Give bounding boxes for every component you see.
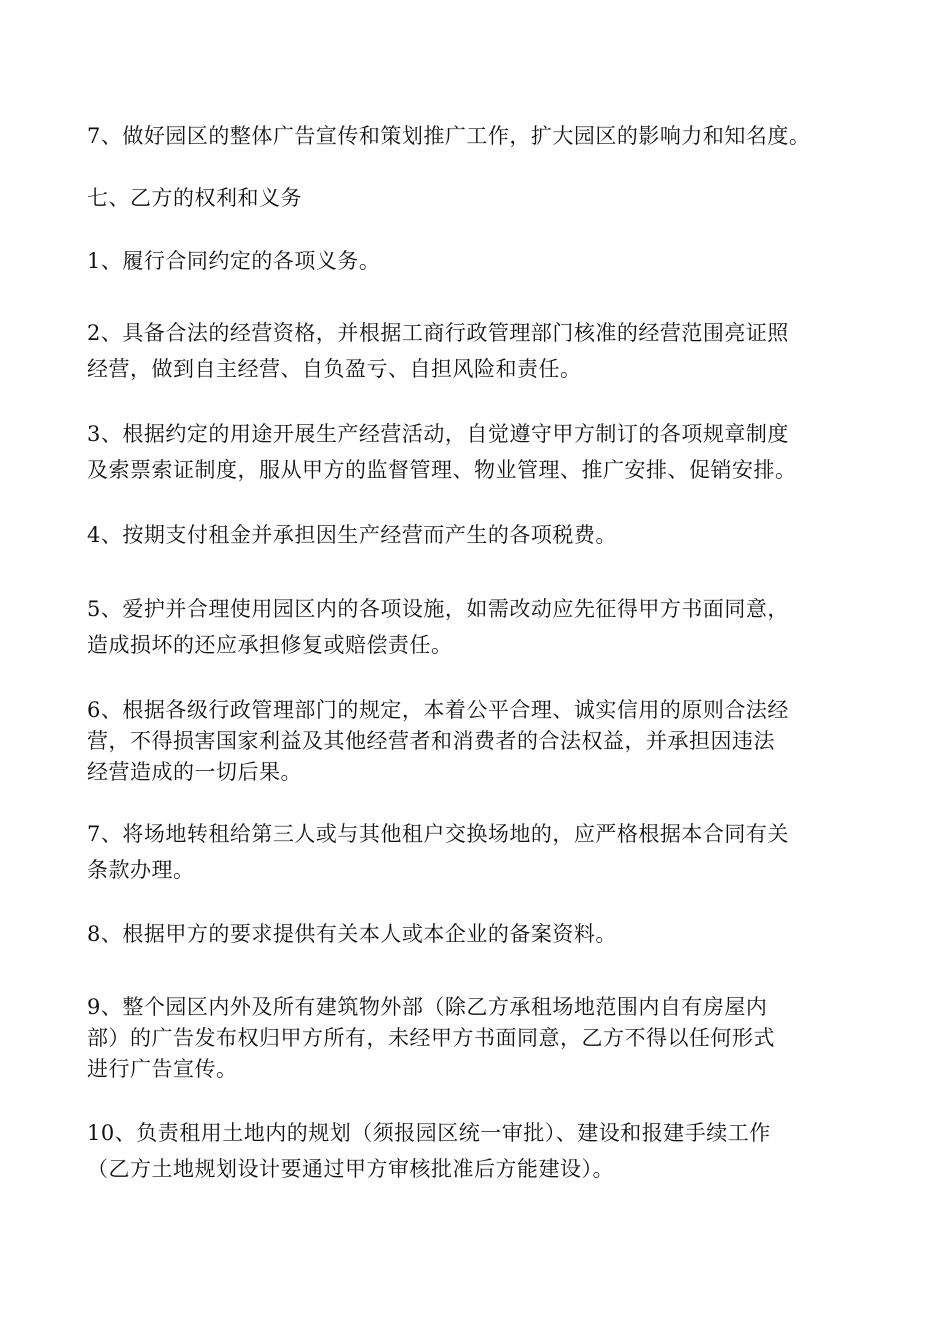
text-line: 9、整个园区内外及所有建筑物外部（除乙方承租场地范围内自有房屋内 xyxy=(87,995,768,1019)
text-line: 经营造成的一切后果。 xyxy=(87,760,302,784)
text-line: 营，不得损害国家利益及其他经营者和消费者的合法权益，并承担因违法 xyxy=(87,729,775,753)
text-line: 5、爱护并合理使用园区内的各项设施，如需改动应先征得甲方书面同意， xyxy=(87,597,789,621)
text-line: 2、具备合法的经营资格，并根据工商行政管理部门核准的经营范围亮证照 xyxy=(87,321,789,345)
text-line: 1、履行合同约定的各项义务。 xyxy=(87,249,381,273)
text-line: 7、将场地转租给第三人或与其他租户交换场地的，应严格根据本合同有关 xyxy=(87,822,789,846)
text-line: 7、做好园区的整体广告宣传和策划推广工作，扩大园区的影响力和知名度。 xyxy=(87,124,811,148)
section-heading-party-b-rights xyxy=(87,180,882,216)
text-line: 造成损坏的还应承担修复或赔偿责任。 xyxy=(87,633,453,657)
paragraph-item-8 xyxy=(87,916,882,952)
text-line: 6、根据各级行政管理部门的规定，本着公平合理、诚实信用的原则合法经 xyxy=(87,698,789,722)
paragraph-item-4 xyxy=(87,517,882,553)
text-line: （乙方土地规划设计要通过甲方审核批准后方能建设）。 xyxy=(87,1157,614,1181)
text-line: 条款办理。 xyxy=(87,858,195,882)
paragraph-party-a-item-7 xyxy=(87,118,882,154)
paragraph-item-5 xyxy=(87,591,882,663)
text-line: 七、乙方的权利和义务 xyxy=(87,186,302,210)
paragraph-item-2 xyxy=(87,315,882,387)
paragraph-item-7 xyxy=(87,816,882,888)
text-line: 3、根据约定的用途开展生产经营活动，自觉遵守甲方制订的各项规章制度 xyxy=(87,422,789,446)
text-line: 进行广告宣传。 xyxy=(87,1057,238,1081)
paragraph-item-6 xyxy=(87,692,882,790)
text-line: 8、根据甲方的要求提供有关本人或本企业的备案资料。 xyxy=(87,922,617,946)
paragraph-item-10 xyxy=(87,1115,882,1187)
text-line: 经营，做到自主经营、自负盈亏、自担风险和责任。 xyxy=(87,357,582,381)
paragraph-item-3 xyxy=(87,416,882,488)
text-line: 部）的广告发布权归甲方所有，未经甲方书面同意，乙方不得以任何形式 xyxy=(87,1026,775,1050)
paragraph-item-9 xyxy=(87,989,882,1087)
text-line: 及索票索证制度，服从甲方的监督管理、物业管理、推广安排、促销安排。 xyxy=(87,458,797,482)
text-line: 10、负责租用土地内的规划（须报园区统一审批）、建设和报建手续工作 xyxy=(87,1121,771,1145)
text-line: 4、按期支付租金并承担因生产经营而产生的各项税费。 xyxy=(87,523,617,547)
paragraph-item-1 xyxy=(87,243,882,279)
